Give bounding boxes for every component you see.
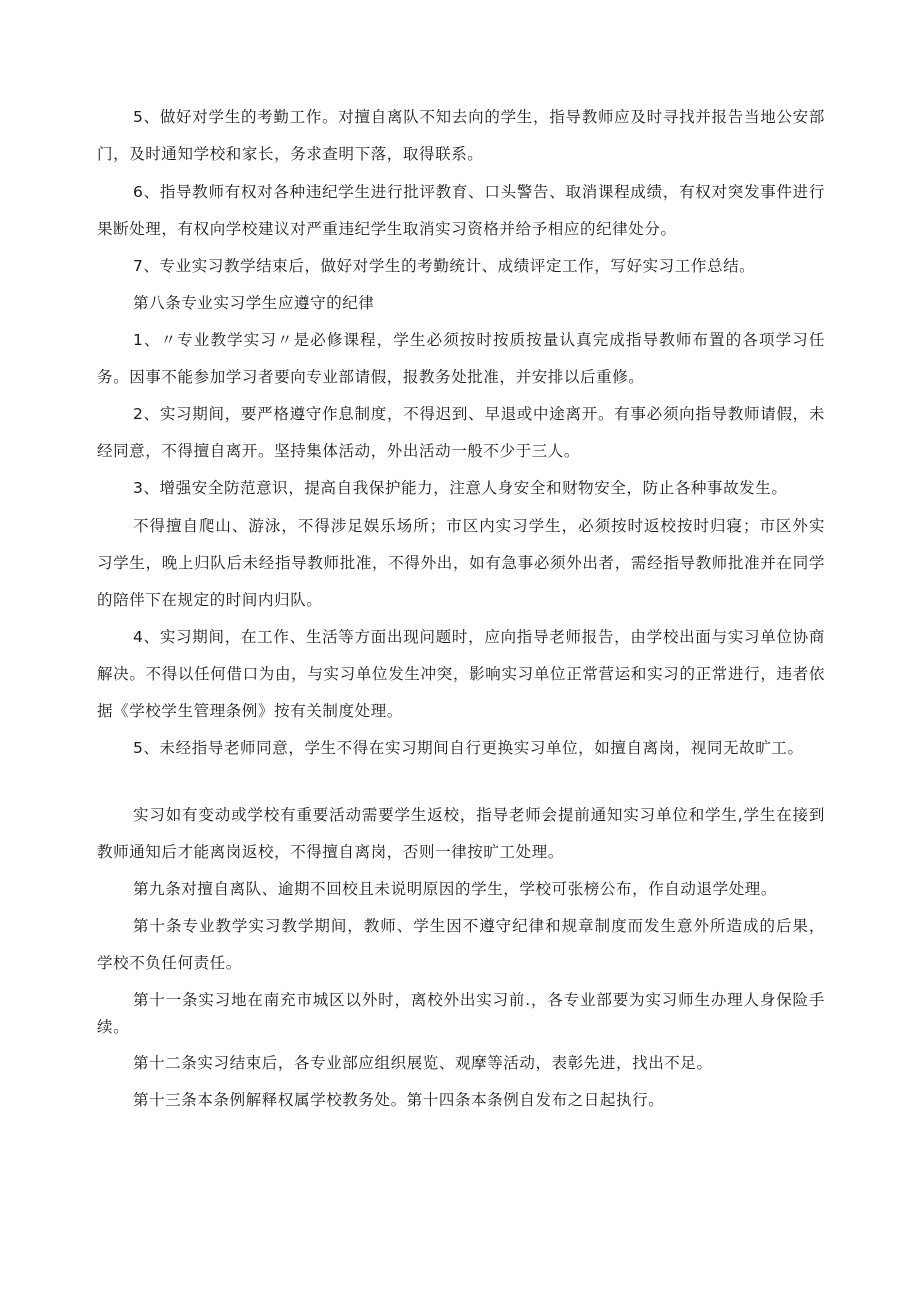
article-9: 第九条对擅自离队、逾期不回校且未说明原因的学生，学校可张榜公布，作自动退学处理。 xyxy=(133,880,778,898)
section-heading-article-8: 第八条专业实习学生应遵守的纪律 xyxy=(133,294,375,312)
paragraph-required-course: 1、〃专业教学实习〃是必修课程，学生必须按时按质按量认真完成指导教师布置的各项学习任务。因事不能参加学习者要向专业部请假，报教务处批准，并安排以后重修。 xyxy=(97,331,825,386)
paragraph-discipline-authority: 6、指导教师有权对各种违纪学生进行批评教育、口头警告、取消课程成绩，有权对突发事件进行果断处理，有权向学校建议对严重违纪学生取消实习资格并给予相应的纪律处分。 xyxy=(97,183,825,238)
paragraph-unit-change: 5、未经指导老师同意，学生不得在实习期间自行更换实习单位，如擅自离岗，视同无故旷工。 xyxy=(133,739,804,757)
article-12: 第十二条实习结束后，各专业部应组织展览、观摩等活动，表彰先进，找出不足。 xyxy=(133,1054,713,1072)
article-13-14: 第十三条本条例解释权属学校教务处。第十四条本条例自发布之日起执行。 xyxy=(133,1091,665,1109)
paragraph-return-school: 实习如有变动或学校有重要活动需要学生返校，指导老师会提前通知实习单位和学生,学生在接到教师通知后才能离岗返校，不得擅自离岗，否则一律按旷工处理。 xyxy=(97,806,825,861)
article-10: 第十条专业教学实习教学期间，教师、学生因不遵守纪律和规章制度而发生意外所造成的后果，学校不负任何责任。 xyxy=(97,917,825,972)
paragraph-restrictions: 不得擅自爬山、游泳，不得涉足娱乐场所；市区内实习学生，必须按时返校按时归寝；市区外实习学生，晚上归队后未经指导教师批准，不得外出，如有急事必须外出者，需经指导教师批准并在同学的陪伴下在规定的时间内归队。 xyxy=(97,517,825,609)
paragraph-safety: 3、增强安全防范意识，提高自我保护能力，注意人身安全和财物安全，防止各种事故发生。 xyxy=(133,479,788,497)
paragraph-attendance: 5、做好对学生的考勤工作。对擅自离队不知去向的学生，指导教师应及时寻找并报告当地公安部门，及时通知学校和家长，务求查明下落，取得联系。 xyxy=(97,108,825,163)
paragraph-schedule: 2、实习期间，要严格遵守作息制度，不得迟到、早退或中途离开。有事必须向指导教师请假，未经同意，不得擅自离开。坚持集体活动，外出活动一般不少于三人。 xyxy=(97,405,825,460)
paragraph-summary: 7、专业实习教学结束后，做好对学生的考勤统计、成绩评定工作，写好实习工作总结。 xyxy=(133,257,756,275)
paragraph-problems: 4、实习期间，在工作、生活等方面出现问题时，应向指导老师报告，由学校出面与实习单位协商解决。不得以任何借口为由，与实习单位发生冲突，影响实习单位正常营运和实习的正常进行，违者依据《学校学生管理条例》按有关制度处理。 xyxy=(97,628,825,720)
article-11: 第十一条实习地在南充市城区以外时，离校外出实习前.，各专业部要为实习师生办理人身保险手续。 xyxy=(97,991,825,1036)
